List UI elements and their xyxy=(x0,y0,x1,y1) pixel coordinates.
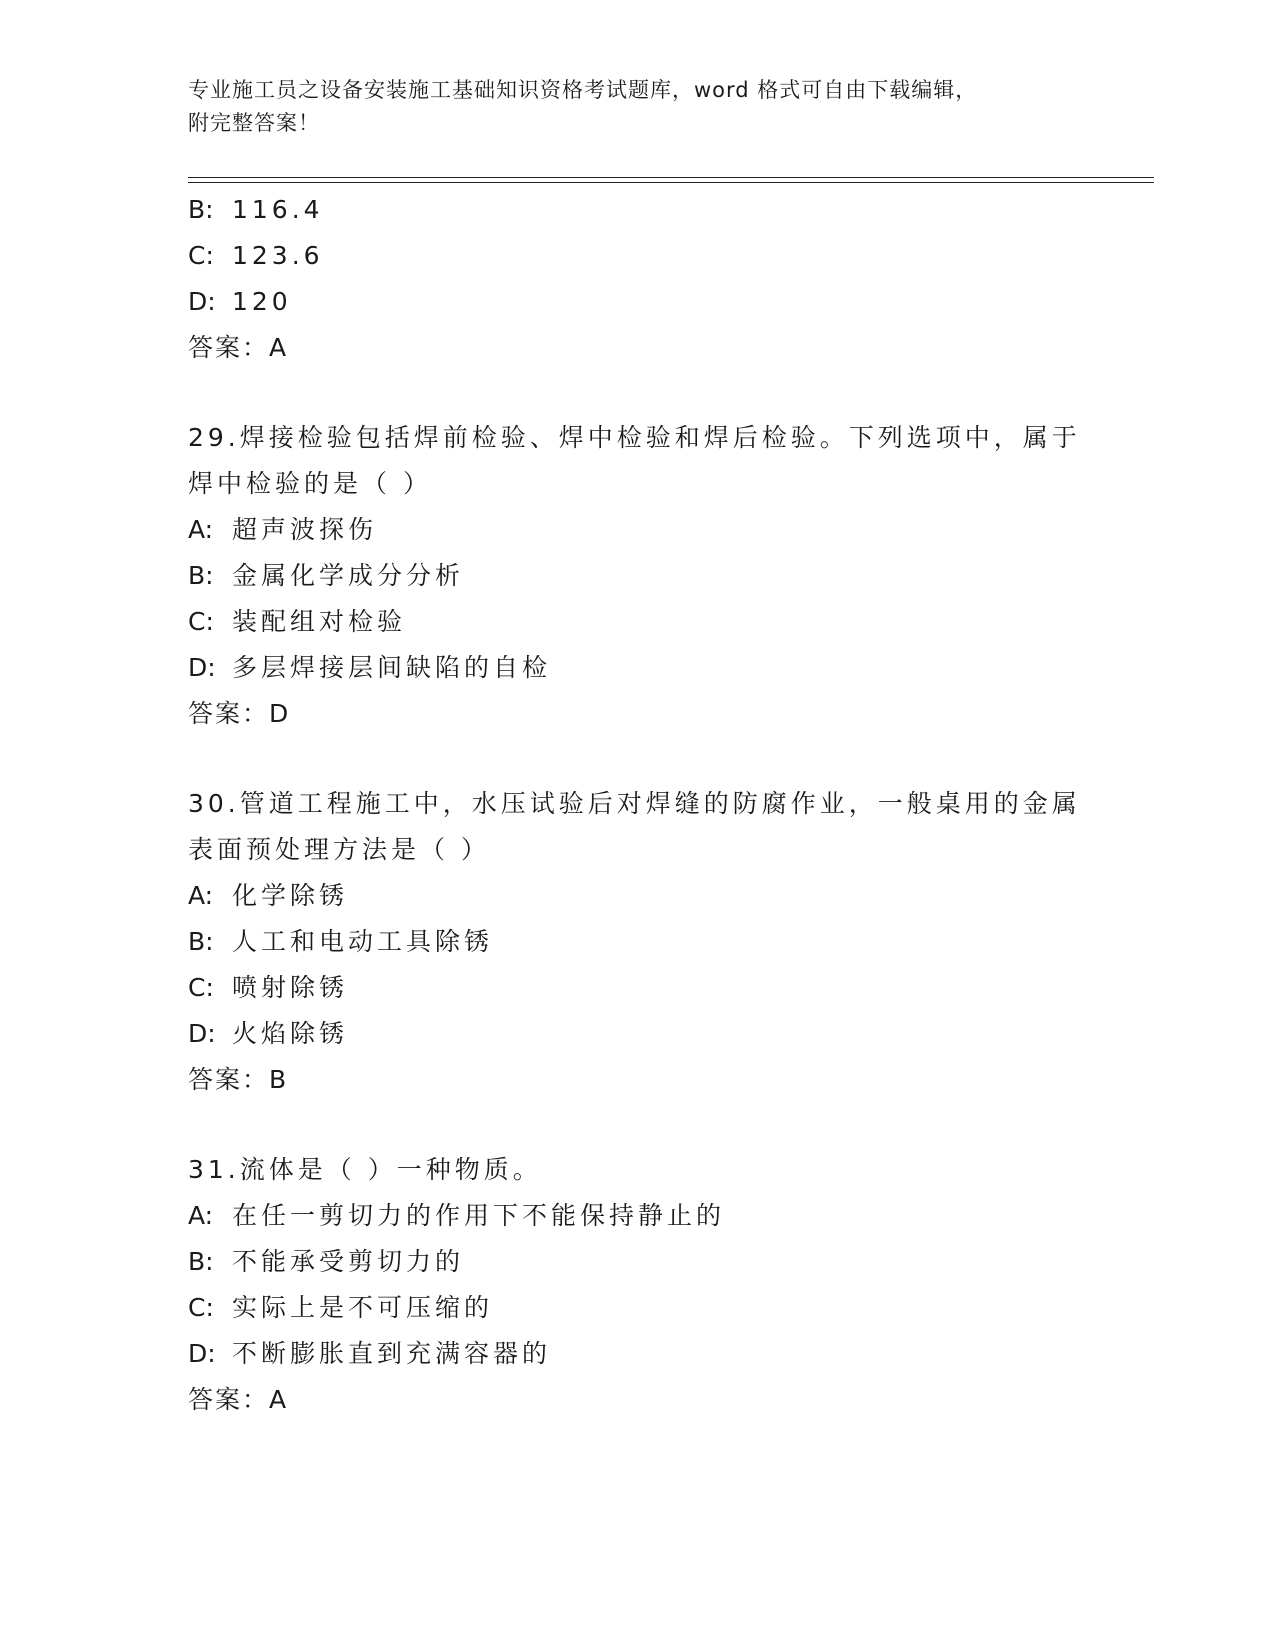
option-text: 人工和电动工具除锈 xyxy=(232,927,494,956)
option-text: 123.6 xyxy=(232,241,324,270)
option-text: 金属化学成分分析 xyxy=(232,561,465,590)
option-b xyxy=(188,187,1088,233)
option-d xyxy=(188,645,1088,691)
option-letter: C: xyxy=(188,241,214,270)
spacer xyxy=(188,371,1088,415)
option-d xyxy=(188,1011,1088,1057)
option-text: 120 xyxy=(232,287,292,316)
option-b xyxy=(188,919,1088,965)
option-text: 化学除锈 xyxy=(232,881,349,910)
option-c xyxy=(188,233,1088,279)
option-c xyxy=(188,599,1088,645)
header-divider-bottom xyxy=(188,182,1154,183)
question-31 xyxy=(188,1147,1088,1423)
answer-line: 答案：A xyxy=(188,333,289,362)
option-text: 116.4 xyxy=(232,195,324,224)
option-letter: B: xyxy=(188,1247,214,1276)
option-letter: D: xyxy=(188,287,216,316)
option-text: 不断膨胀直到充满容器的 xyxy=(232,1339,552,1368)
option-text: 火焰除锈 xyxy=(232,1019,349,1048)
option-letter: A: xyxy=(188,515,214,544)
question-stem-line: 29.焊接检验包括焊前检验、焊中检验和焊后检验。下列选项中，属于 xyxy=(188,423,1081,452)
option-text: 喷射除锈 xyxy=(232,973,349,1002)
question-stem-line: 表面预处理方法是（ ） xyxy=(188,835,490,864)
option-text: 实际上是不可压缩的 xyxy=(232,1293,494,1322)
spacer xyxy=(188,1103,1088,1147)
option-c xyxy=(188,1285,1088,1331)
question-list xyxy=(188,187,1088,1423)
option-text: 装配组对检验 xyxy=(232,607,407,636)
header-title-line-2: 附完整答案！ xyxy=(188,111,320,135)
option-letter: D: xyxy=(188,653,216,682)
question-29 xyxy=(188,415,1088,737)
question-30 xyxy=(188,781,1088,1103)
answer-line: 答案：B xyxy=(188,1065,289,1094)
option-letter: A: xyxy=(188,881,214,910)
spacer xyxy=(188,737,1088,781)
question-stem-line: 31.流体是（ ）一种物质。 xyxy=(188,1155,542,1184)
option-letter: B: xyxy=(188,195,214,224)
option-b xyxy=(188,1239,1088,1285)
option-text: 超声波探伤 xyxy=(232,515,378,544)
option-letter: C: xyxy=(188,973,214,1002)
option-text: 多层焊接层间缺陷的自检 xyxy=(232,653,552,682)
option-letter: C: xyxy=(188,607,214,636)
option-letter: A: xyxy=(188,1201,214,1230)
header-divider-top xyxy=(188,177,1154,178)
option-c xyxy=(188,965,1088,1011)
question-stem-line: 30.管道工程施工中，水压试验后对焊缝的防腐作业，一般桌用的金属 xyxy=(188,789,1081,818)
question-stem-line: 焊中检验的是（ ） xyxy=(188,469,432,498)
option-d xyxy=(188,279,1088,325)
option-letter: C: xyxy=(188,1293,214,1322)
option-letter: D: xyxy=(188,1339,216,1368)
option-letter: B: xyxy=(188,927,214,956)
header-title-line-1: 专业施工员之设备安装施工基础知识资格考试题库，word 格式可自由下载编辑， xyxy=(188,78,978,102)
option-text: 在任一剪切力的作用下不能保持静止的 xyxy=(232,1201,726,1230)
option-a xyxy=(188,873,1088,919)
option-letter: B: xyxy=(188,561,214,590)
option-text: 不能承受剪切力的 xyxy=(232,1247,465,1276)
option-a xyxy=(188,1193,1088,1239)
option-b xyxy=(188,553,1088,599)
option-letter: D: xyxy=(188,1019,216,1048)
answer-line: 答案：D xyxy=(188,699,291,728)
option-a xyxy=(188,507,1088,553)
option-d xyxy=(188,1331,1088,1377)
document-header xyxy=(188,74,1068,140)
previous-question-tail xyxy=(188,187,1088,371)
answer-line: 答案：A xyxy=(188,1385,289,1414)
